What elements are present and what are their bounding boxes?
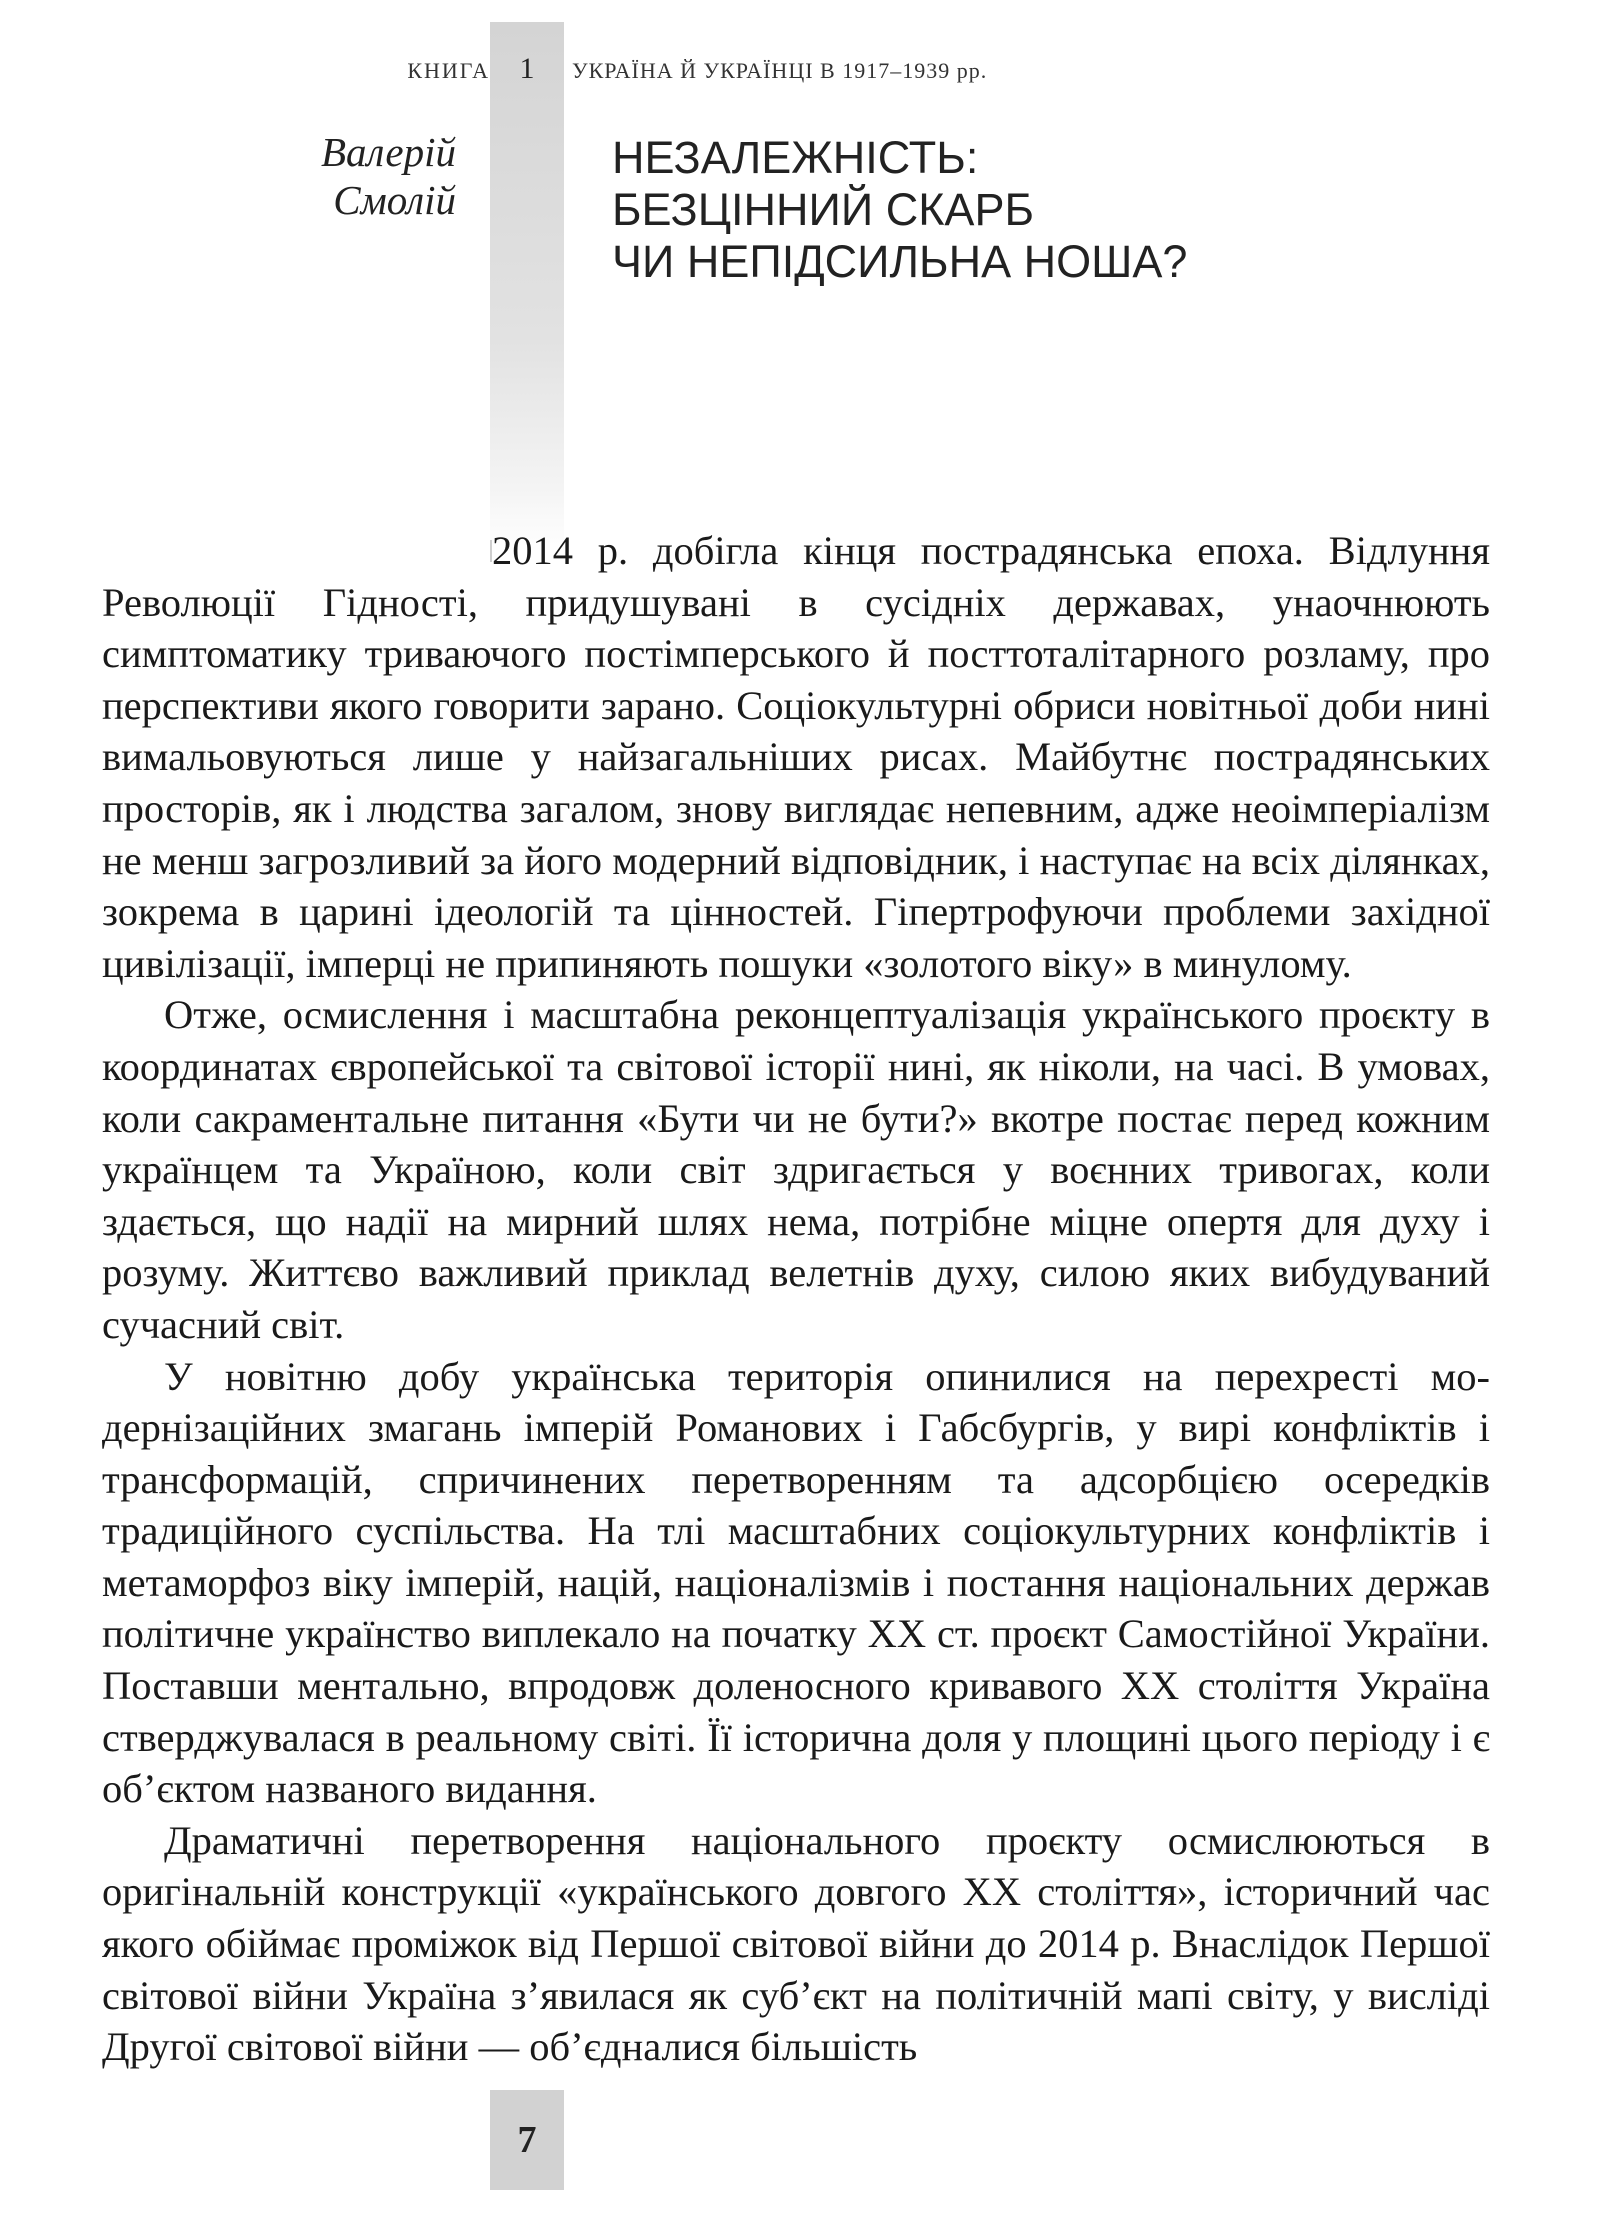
paragraph-2: Отже, осмислення і масштабна реконцептуалізація українського проєкту в координатах європейської та світової історії нині, як ніколи, на часі. В умовах, коли сакраментальне питання «Бути чи не бути?» вкотре постає перед кожним українцем та Україною, коли світ здригається у воєнних тривогах, коли здається, що надії на мирний шлях нема, потрібне міцне опертя для духу і розуму. Життєво важливий приклад велетнів духу, силою яких вибудуваний сучасний світ.: [102, 992, 1490, 1347]
paragraph-3: У новітню добу українська територія опинилися на перехресті модернізаційних змагань імперій Романових і Габсбургів, у вирі конфліктів і трансформацій, спричинених перетворенням та адсорбцією осередків традиційного суспільства. На тлі масштабних соціокультурних конфліктів і метаморфоз віку імперій, націй, націоналізмів і постання національних держав політичне українство виплекало на початку ХХ ст. проєкт Самостійної України. Поставши ментально, впродовж доленосного кривавого ХХ століття Україна стверджувалася в реальному світі. Її історична доля у площині цього періоду і є об’єктом названого видання.: [102, 1353, 1490, 1812]
author-last-name: Смолій: [333, 177, 456, 223]
paragraph-1: 2014 р. добігла кінця пострадянська епоха. Відлуння Революції Гідності, придушувані в сусідніх державах, унаочнюють симптоматику триваючого постімперського й посттоталітарного розламу, про перспективи якого говорити зарано. Соціокультурні обриси новітньої доби нині вимальовуються лише у найзагальніших рисах. Майбутнє пострадянських просторів, як і людства загалом, знову виглядає непевним, адже неоімперіалізм не менш загрозливий за його модерний відповідник, і наступає на всіх ділянках, зокрема в царині ідеологій та цінностей. Гіпертрофуючи проблеми західної цивілізації, імперці не припиняють пошуки «золотого віку» в минулому.: [102, 528, 1490, 986]
body-text: [102, 525, 1490, 2073]
book-number: 1: [519, 52, 535, 85]
author-name: [321, 128, 456, 224]
title-line-1: НЕЗАЛЕЖНІСТЬ:: [612, 132, 979, 183]
page-number-box: [490, 2090, 564, 2190]
title-line-3: ЧИ НЕПІДСИЛЬНА НОША?: [612, 236, 1188, 287]
chapter-title: [612, 132, 1512, 288]
author-first-name: Валерій: [320, 129, 456, 175]
margin-gray-strip: [490, 22, 564, 552]
page-number: 7: [517, 2119, 537, 2161]
series-title: УКРАЇНА Й УКРАЇНЦІ В 1917–1939 рр.: [572, 58, 988, 83]
book-label: КНИГА: [407, 58, 490, 83]
paragraph-4: Драматичні перетворення національного проєкту осмислюються в оригінальній конструкції «українського довгого ХХ століття», історичний час якого обіймає проміжок від Першої світової війни до 2014 р. Внаслідок Першої світової війни Україна з’явилася як суб’єкт на політичній мапі світу, у висліді Другої світової війни — об’єдналися більшість: [102, 1817, 1490, 2070]
running-header: [0, 52, 1614, 92]
title-line-2: БЕЗЦІННИЙ СКАРБ: [612, 184, 1034, 235]
